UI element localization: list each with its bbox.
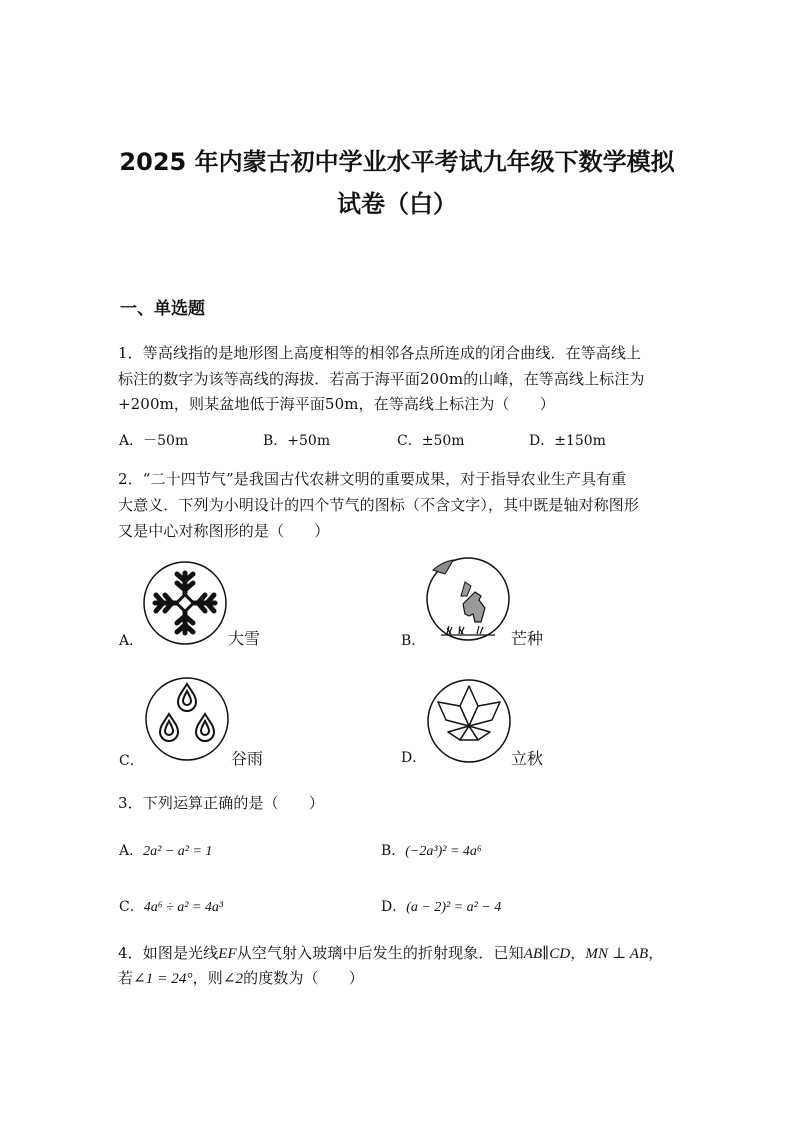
option-letter: C． <box>119 899 144 915</box>
raindrops-icon <box>144 676 230 762</box>
q3-option-a[interactable] <box>119 840 212 860</box>
q1-line3: +200m，则某盆地低于海平面50m，在等高线上标注为（ ） <box>118 395 555 413</box>
q2-option-a-label: 大雪 <box>228 629 261 648</box>
option-letter: C． <box>397 433 422 449</box>
q4-math-angle2: ∠2 <box>222 971 244 987</box>
q1-option-b[interactable] <box>263 430 330 450</box>
option-letter: B． <box>263 433 288 449</box>
q1-option-a[interactable] <box>119 430 188 450</box>
option-expr: (−2a³)² = 4a⁶ <box>405 844 482 859</box>
q2-option-b-label: 芒种 <box>511 629 544 648</box>
page-title-line2: 试卷（白） <box>337 190 457 218</box>
option-text: －50m <box>143 433 189 449</box>
q4-math-parallel: AB∥CD <box>523 946 571 962</box>
q2-option-c-label: 谷雨 <box>231 749 264 768</box>
q4-math-angle1: ∠1 = 24° <box>133 971 193 987</box>
q4-text: 的度数为（ ） <box>243 969 364 987</box>
q2-line3: 又是中心对称图形的是（ ） <box>118 522 330 540</box>
option-expr: 4a⁶ ÷ a² = 4a³ <box>143 900 224 915</box>
option-text: ±50m <box>421 433 465 449</box>
q2-option-d-letter[interactable]: D． <box>401 750 427 766</box>
q1-line1: 1．等高线指的是地形图上高度相等的相邻各点所连成的闭合曲线．在等高线上 <box>118 344 642 362</box>
q3-stem: 3．下列运算正确的是（ ） <box>118 794 324 812</box>
snowflake-icon <box>142 560 228 646</box>
q1-option-c[interactable] <box>397 430 465 450</box>
q4-line2 <box>118 967 364 988</box>
option-text: +50m <box>287 433 331 449</box>
q2-option-c-letter[interactable]: C． <box>119 753 144 769</box>
section-heading: 一、单选题 <box>120 299 205 319</box>
q2-option-b-letter[interactable]: B． <box>401 633 426 649</box>
q1-line2: 标注的数字为该等高线的海拔．若高于海平面200m的山峰，在等高线上标注为 <box>118 370 645 388</box>
q4-text: ，则 <box>192 969 223 987</box>
q4-math-perp: MN ⊥ AB <box>585 946 649 962</box>
maple-leaf-icon <box>426 678 512 764</box>
option-text: ±150m <box>554 433 606 449</box>
option-letter: A． <box>119 843 144 859</box>
q2-option-a-letter[interactable]: A． <box>119 633 144 649</box>
page-title-line1: 2025 年内蒙古初中学业水平考试九年级下数学模拟 <box>119 148 675 176</box>
farmer-sun-icon <box>425 556 511 642</box>
q2-line2: 大意义．下列为小明设计的四个节气的图标（不含文字），其中既是轴对称图形 <box>118 496 640 514</box>
q3-option-d[interactable] <box>381 896 501 916</box>
q4-text: 若 <box>118 969 134 987</box>
q2-line1: 2．“二十四节气”是我国古代农耕文明的重要成果，对于指导农业生产具有重 <box>118 470 627 488</box>
option-letter: B． <box>381 843 406 859</box>
q3-option-b[interactable] <box>381 840 482 860</box>
q4-line1 <box>118 942 663 963</box>
q4-text: 4．如图是光线 <box>118 944 219 962</box>
q4-text: ， <box>570 944 586 962</box>
option-letter: D． <box>381 899 407 915</box>
q4-text: 从空气射入玻璃中后发生的折射现象．已知 <box>236 944 524 962</box>
q4-text: ， <box>648 944 664 962</box>
option-letter: A． <box>119 433 144 449</box>
option-expr: (a − 2)² = a² − 4 <box>406 900 502 915</box>
option-letter: D． <box>529 433 555 449</box>
option-expr: 2a² − a² = 1 <box>143 844 213 859</box>
q3-option-c[interactable] <box>119 896 223 916</box>
q2-option-d-label: 立秋 <box>511 749 544 768</box>
q1-option-d[interactable] <box>529 430 606 450</box>
q4-math-ef: EF <box>218 946 237 962</box>
